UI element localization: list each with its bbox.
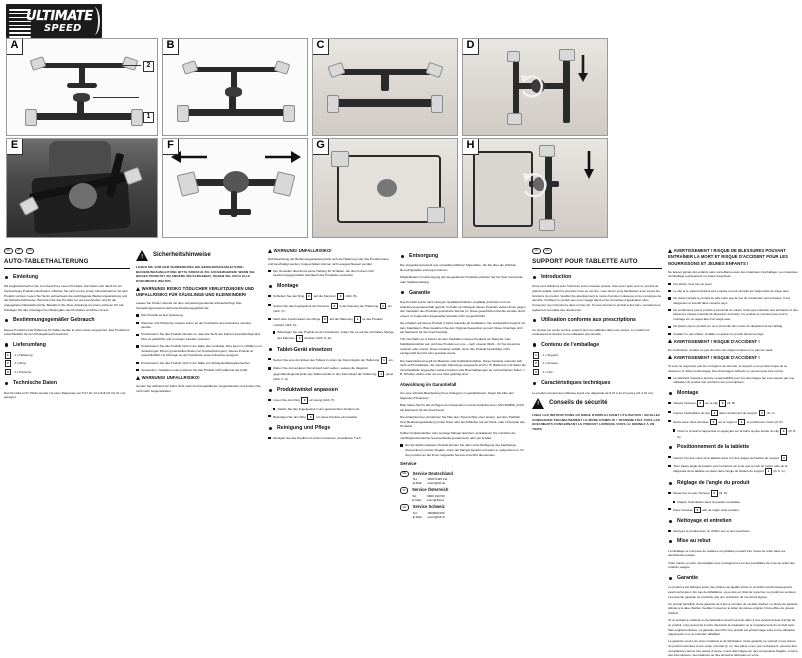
part-ref: 1 [380, 303, 387, 310]
figure-panel-g [312, 138, 458, 238]
service-mail-label: E-Mail: [412, 498, 422, 503]
part-ref: 3 [780, 428, 787, 435]
text-fr-disposal-2: Votre mairie ou votre municipalité vous renseigneront sur les possibilités de mise au rebut des produits usagés. [668, 560, 795, 570]
service-entry-de [400, 471, 526, 486]
warning-de-3-body: Nichtbeachtung der Bedienungsanleitung kann sich die Halterung oder das Produkt lösen und beschädigt werden. Folgeschäden können nicht ausgeschlossen werden. [268, 256, 389, 266]
heading-de-safety: Sicherheitshinweise [153, 251, 211, 258]
column-de-2 [136, 248, 262, 564]
figure-label-c: C [312, 38, 329, 55]
heading-de-intro: Einleitung [4, 274, 130, 282]
service-tel-label: Tel: [412, 476, 418, 481]
warning-triangle-icon [532, 398, 545, 409]
warning-triangle-icon [268, 249, 272, 253]
list-item: Nach dem Anschrauben des Rings 2 auf die Halterung 1 ist das Produkt montiert (Abb. D). [268, 316, 394, 327]
callout-1: 1 [143, 112, 154, 123]
service-tel-label: Tel: [412, 493, 417, 498]
part-ref: 2 [322, 316, 329, 323]
warning-triangle-icon [668, 339, 672, 343]
list-item: Fixez l'anneau 2 afin de régler cette position. [668, 507, 798, 514]
figure-label-a: A [6, 38, 23, 55]
heading-fr-technical-data: Caractéristiques techniques [532, 380, 662, 388]
brand-name-top: ULTIMATE [26, 9, 93, 24]
text-de-warranty-9: Sollten Funktionsfehler oder sonstige Mängel auftreten, kontaktieren Sie zunächst die nachfolgend benannte Serviceabteilung telefonisch oder per E-Mail. [400, 431, 516, 441]
page-title-de: AUTO-TABLETHALTERUNG [4, 257, 130, 269]
callout-2: 2 [143, 61, 154, 72]
safety-heading-block-fr [532, 398, 662, 409]
part-ref: 3 [719, 400, 726, 407]
part-ref: 1 [759, 410, 766, 417]
list-item: Glissez l'anneau 2 sur le clip 3 (ill. B). [668, 400, 798, 407]
list-item: Reinigen Sie das Produkt mit einem trockenen, fusselfreien Tuch. [268, 436, 394, 441]
list-item: Schieben Sie den Ring 2 auf die Klammer 3 (Abb. B). [268, 293, 394, 300]
figure-row-2 [6, 138, 608, 238]
part-ref: 2 [306, 293, 313, 300]
locale-chip-ch: CH [400, 504, 409, 510]
heading-de-warranty: Garantie [400, 290, 526, 298]
heading-fr-assembly: Montage [668, 390, 798, 398]
heading-de-adjust-angle: Produktwinkel anpassen [268, 387, 394, 395]
heading-de-service: Service [400, 461, 417, 467]
photo-angle-adjust [463, 139, 607, 237]
column-de-1 [4, 248, 130, 564]
photo-ball-joint-socket [313, 39, 457, 135]
part-number-1: 1 [533, 352, 540, 359]
part-ref: 2 [710, 419, 717, 426]
part-label-3: 1 x Klammer [14, 369, 32, 374]
heading-de-disposal: Entsorgung [400, 253, 526, 261]
service-entry-ch [400, 504, 526, 519]
safety-heading-block-de [136, 250, 262, 261]
warning-fr-1-head: AVERTISSEMENT ! RISQUE DE BLESSURES POUVANT ENTRAÎNER LA MORT ET RISQUE D'ACCIDENT POUR LES NOURRISSONS ET JEUNES ENFANTS ! [668, 248, 788, 266]
figure-label-h: H [462, 138, 479, 155]
list-item: Réglez l'articulation dans la position souhaitée. [668, 500, 798, 505]
text-fr-disposal-1: L'emballage se compose de matières recyclables pouvant être mises au rebut dans les déchetteries locales. [668, 548, 786, 558]
service-tel-value[interactable]: 0800562153 [427, 510, 445, 515]
warning-triangle-icon [668, 249, 672, 253]
text-de-warranty-7: Bitte halten Sie für alle Anfragen den Kassenbon und die Artikelnummer (IAN 384805_2107) als Nachweis für den Kauf bereit. [400, 403, 525, 412]
warning-de-3-head: WARNUNG! UNFALLRISIKO! [268, 248, 394, 254]
locale-chip-ch: CH [543, 248, 552, 254]
column-fr-1 [532, 248, 662, 564]
heading-fr-intro: Introduction [532, 274, 662, 282]
list-item: Das Produkt ist kein Spielzeug. [136, 313, 262, 318]
locale-chip-at: AT [15, 248, 23, 254]
part-ref: 1 [381, 357, 388, 364]
expand-arrows-icon [163, 139, 308, 238]
list-item: Nettoyez le produit avec un chiffon sec et non pelucheux. [668, 529, 798, 534]
heading-de-technical-data: Technische Daten [4, 380, 130, 388]
page-title-fr: SUPPORT POUR TABLETTE AUTO [532, 257, 662, 269]
part-label-2: 1 x Anneau [542, 361, 558, 366]
locale-chip-fr: FR [532, 248, 540, 254]
warning-fr-2-head: AVERTISSEMENT ! RISQUE D'ACCIDENT ! [668, 339, 798, 345]
heading-de-insert-tablet: Tablet-Gerät einsetzen [268, 347, 394, 355]
text-de-warranty-2: Sie erhalten auf dieses Produkt 3 Jahre Garantie ab Kaufdatum. Die Garantiefrist beginnt mit dem Kaufdatum. Bitte bewahren Sie den Original-Kassenbon gut auf. Diese Unterlage wird als Nachweis für den Kauf benötigt. [400, 321, 526, 335]
list-item: Le clip et le support doivent être montés en tout sécurité sur l'appui-tête du siège auto. [668, 289, 798, 294]
part-ref: 1 [738, 419, 745, 426]
heading-fr-scope-of-delivery: Contenu de l'emballage [532, 342, 662, 350]
figure-row-1 [6, 38, 608, 136]
list-item: Après avoir vissé l'anneau 2 sur le support 1 , le produit est monté (ill. D). [668, 419, 798, 426]
part-number-3: 3 [5, 369, 12, 376]
service-name: Service Deutschland [412, 470, 453, 476]
figure-label-d: D [462, 38, 479, 55]
text-de-disposal-1: Die Verpackung besteht aus umweltfreundlichen Materialien, die Sie über die örtlichen Recyclingstellen entsorgen können. [400, 263, 517, 273]
heading-fr-warranty: Garantie [668, 575, 798, 583]
photo-tablet-inserted [313, 139, 457, 237]
heading-fr-adjust-angle: Réglage de l'angle du produit [668, 480, 798, 488]
heading-de-warranty-claim: Abwicklung im Garantiefall [400, 382, 457, 388]
text-fr-warranty-1: Le produit a été fabriqué selon des critères de qualité stricts et contrôlé consciencieusement avant sa livraison. En cas de défaillance, vous êtes en droit de retourner ce produit au vendeur. La présente garantie ne constitue pas une restriction de vos droits légaux. [668, 585, 797, 599]
part-number-1: 1 [5, 352, 12, 359]
column-fr-2 [668, 248, 798, 658]
list-item: Positionieren Sie das Produkt niemals so, dass die Sicht des Fahrers beeinträchtigt wird. Dies ist gefährlich und in einigen Ländern verboten. [136, 332, 262, 341]
list-item: Insérez l'un des coins de la tablette dans l'un des angles de fixation du support 1 . [668, 455, 798, 462]
list-item: Tirez l'autre angle de fixation vers l'extérieur de sorte que le coin de l'autre côté de la diagonale de la tablette se place dans l'angle de fixation du support 1 (ill. F, G). [668, 464, 798, 475]
warning-triangle-icon [136, 287, 140, 291]
figure-panel-d [462, 38, 608, 136]
column-de-4 [400, 248, 526, 564]
heading-fr-safety: Conseils de sécurité [549, 399, 608, 406]
photo-arms-outward [163, 139, 307, 237]
text-de-warranty-6: Um eine schnelle Bearbeitung Ihres Anliegens zu gewährleisten, folgen Sie bitte den folgenden Hinweisen: [400, 391, 514, 400]
brand-logo [6, 4, 102, 38]
text-de-intended-use: Dieses Produkt ist als Halterung für Tablet-Geräte in einem Auto vorgesehen. Das Produkt ist ausschließlich für den Privatgebrauch bestimmt. [4, 327, 130, 337]
photo-ring-on-clip [163, 39, 307, 135]
service-mail-label: E-Mail: [412, 515, 423, 520]
list-item: Fixez le produit à l'appui-tête en appuyant sur la barre la plus étroite du clip 3 (ill. D, E). [668, 428, 798, 439]
figure-label-b: B [162, 38, 179, 55]
list-item: Ne placez jamais le produit de telle sorte que la vue du conducteur soit entravée. C'est dangereux et interdit dans certains pays. [668, 296, 798, 305]
part-ref: 2 [711, 490, 718, 497]
part-ref: 2 [301, 397, 308, 404]
warning-de-2-head: WARNUNG! UNFALLRISIKO! [136, 375, 262, 381]
text-fr-technical-data: Le produit convient aux tablettes ayant une diagonale de 8,27 à 12,2 pouces (21 à 31 cm). [532, 390, 655, 395]
part-label-3: 1 x Clip [542, 369, 553, 374]
part-ref: 2 [697, 400, 704, 407]
figure-panel-b [162, 38, 308, 136]
text-fr-warranty-3: Si un problème matériel ou de fabrication devait survenir dans 3 ans suivant la date d'achat de ce produit, nous assurons à notre discrétion la réparation ou le remplacement du produit sans frais supplémentaires. La garantie prend fin si le produit est endommagé suite à une utilisation inapproprié ou à un entretien défaillant. [668, 618, 796, 637]
photo-exploded-view [7, 39, 157, 135]
part-number-3: 3 [533, 369, 540, 376]
figure-label-g: G [312, 138, 329, 155]
list-item: Setzen Sie das Kugelgelenk der Klammer 3 in die Fassung der Halterung 1 ein (Abb. C). [268, 303, 394, 314]
locale-chips-fr [532, 248, 662, 254]
figure-panel-e [6, 138, 158, 238]
warning-triangle-icon [136, 250, 149, 261]
list-item: Lösen Sie den Ring 2 ein wenig (Abb. H). [268, 397, 394, 404]
rotate-loosen-arrow-icon [463, 139, 608, 238]
text-columns [4, 248, 798, 658]
heading-de-scope-of-delivery: Lieferumfang [4, 342, 130, 350]
warning-triangle-icon [136, 376, 140, 380]
part-ref: 2 [307, 414, 314, 421]
figure-label-f: F [162, 138, 179, 155]
service-mail-label: E-Mail: [412, 481, 423, 486]
service-mail-value[interactable]: owim@lidl.de [427, 481, 446, 486]
list-item: Stellen Sie das Kugelgelenk in der gewünschten Position ein. [268, 407, 394, 412]
column-de-3 [268, 248, 394, 564]
part-label-2: 1 x Ring [14, 361, 26, 366]
locale-chips-de [4, 248, 130, 254]
warning-fr-1-body: Ne laissez jamais des enfants sans surveillance avec des matériaux d'emballage. Les matériaux d'emballage représentent un risque d'asphyxie. [668, 269, 798, 279]
part-number-2: 2 [5, 360, 12, 367]
list-item: Desserrez un peu l'anneau 2 (ill. H). [668, 490, 798, 497]
text-de-warranty-1: Das Produkt wurde nach strengen Qualitätsrichtlinien sorgfältig produziert und vor Anlieferung gewissenhaft geprüft. Im Falle von Mängeln dieses Produkts stehen Ihnen gegen den Verkäufer des Produkts gesetzliche Rechte zu. Diese gesetzlichen Rechte werden durch unsere im Folgenden dargestellte Garantie nicht eingeschränkt. [400, 299, 526, 318]
list-item: Der Hersteller übernimmt keine Haftung für Schäden, die durch einen nicht bestimmungsgemäßen Gebrauch des Produktes entstehen. [268, 269, 394, 278]
list-item [4, 369, 130, 376]
part-ref: 3 [337, 293, 344, 300]
list-item: Positionieren Sie das Produkt nicht in der Nähe des Lenkrads. Dies kann zu Unfällen und Verletzungen führen (potenzielles Risiko von Kopfverletzungen). Dieses Produkt ist ausschließlich zur Montage an der Kopfstütze eines Autositzes geeignet. [136, 344, 262, 358]
warning-triangle-icon [668, 355, 672, 359]
heading-fr-position-tablet: Positionnement de la tablette [668, 444, 798, 452]
locale-chip-at: AT [400, 487, 408, 493]
text-de-technical-data: Das Produkt ist für Tablet-Geräte mit einer Diagonale von 8,27 bis 12,2 Zoll (21 bis 31 cm) geeignet. [4, 390, 126, 400]
list-item: Befestigen Sie den Ring 2 , um diese Position einzustellen. [268, 414, 394, 421]
part-ref: 1 [765, 468, 772, 475]
part-ref: 3 [331, 303, 338, 310]
part-ref: 3 [711, 410, 718, 417]
service-tel-label: Tel: [412, 510, 418, 515]
service-tel-value[interactable]: 0800 292726 [427, 493, 445, 498]
service-mail-value[interactable]: owim@lidl.at [426, 498, 444, 503]
part-ref: 3 [296, 335, 303, 342]
rotation-arrow-icon [463, 39, 608, 136]
heading-de-intended-use: Bestimmungsgemäßer Gebrauch [4, 317, 130, 325]
list-item: Ziehen Sie den anderen Klemmkopf nach außen, sodass die diagonal gegenüberliegende Ecke des Tablet-Geräts in den Klemmkopf der Halterung 1 passt (Abb. F, G). [268, 366, 394, 382]
locale-chip-de: DE [400, 471, 409, 477]
list-item [4, 360, 130, 367]
warning-fr-2-body: En conduisant, veuillez ne pas chercher les objets tombés et ne pas les saisir. [668, 347, 774, 352]
list-item [532, 360, 662, 367]
heading-de-assembly: Montage [268, 283, 394, 291]
part-ref: 1 [378, 371, 385, 378]
list-item: Cet article n'est pas un jouet. [668, 282, 798, 287]
service-name: Service Schweiz [412, 504, 445, 510]
text-de-warranty-10: Ein als defekt erfasstes Produkt können Sie dann unter Beifügung des Kaufbelegs (Kassenbon) und der Angabe, worin der Mangel besteht und wann er aufgetreten ist, für Sie portofrei an die Ihnen mitgeteilte Service-Anschrift übersenden. [400, 443, 526, 457]
brand-name-bottom: SPEED [44, 23, 82, 34]
photo-assembled-rotation [463, 39, 607, 135]
part-label-1: 1 x Halterung [14, 353, 33, 358]
text-de-safety-intro: LESEN SIE VOR DER VERWENDUNG DIE BEDIENUNGSANLEITUNG! BEDIENUNGSANLEITUNG BITTE SORGFÄLTIG AUFBEWAHREN! WENN SIE DIESES PRODUKT AN ANDERE WEITERGEBEN, GEBEN SIE AUCH ALLE DOKUMENTE WEITER. [136, 265, 255, 283]
text-fr-safety-intro: LISEZ LES INSTRUCTIONS DU MODE D'EMPLOI AVANT UTILISATION ! VEUILLEZ CONSERVER SOIGNEUSEMENT LE MODE D'EMPLOI ! TRANSMETTEZ TOUS LES DOCUMENTS CONCERNANT LE PRODUIT LORSQUE VOUS LE DONNEZ À UN TIERS. [532, 412, 661, 431]
list-item: Positionieren Sie das Produkt nicht in der Nähe von Airbag-Entfaltungsbereichen. [136, 361, 262, 366]
text-de-warranty-4: Die Garantieleistung gilt für Material- oder Fabrikationsfehler. Diese Garantie erstreckt sich nicht auf Produktteile, die normaler Abnutzung ausgesetzt sind (z. B. Batterien) und daher als Verschleißteile angesehen werden können oder Beschädigungen an zerbrechlichen Teilen, z. B. Schalter, Akkus oder die aus Glas gefertigt sind. [400, 358, 526, 377]
figure-panel-h [462, 138, 608, 238]
list-item [532, 369, 662, 376]
service-entry-at [400, 487, 526, 502]
locale-chip-de: DE [4, 248, 13, 254]
figure-panel-c [312, 38, 458, 136]
list-item: Befestigen Sie das Produkt an der Kopfstütze, indem Sie es auf die schmalere Stange der Klammer 3 drücken (Abb. D, E). [268, 330, 394, 341]
logo-swoosh-icon [88, 7, 100, 35]
list-item: Klammer und Halterung müssen sicher an der Kopfstütze des Autositzes montiert werden. [136, 321, 262, 330]
heading-de-cleaning: Reinigung und Pflege [268, 425, 394, 433]
warning-fr-3-body: Si vous ne respectez pas les consignes de sécurité, le support ou le produit risque de se desserrer et d'être endommagé. Des dommages indirects ne peuvent pas être exclus. [668, 363, 788, 373]
text-fr-warranty-4: La garantie couvre les vices matériels et de fabrication. Cette garantie ne s'étend ni aux pièces du produit soumises à une usure normale (p. ex. des piles) et qui, par conséquent, peuvent être considérées comme des pièces d'usure, ni aux dommages sur des composants fragiles, comme des interrupteurs, des batteries ou des éléments fabriqués en verre. [668, 639, 798, 658]
list-item: Ne positionnez pas le produit à proximité du volant. Cela peut entraîner des accidents et des blessures (risque potentiel de blessures à la tête). Ce produit ne convient que pour le montage sur un appui-tête d'un siège auto. [668, 308, 798, 322]
service-mail-value[interactable]: owim@lidl.ch [427, 515, 446, 520]
figure-label-e: E [6, 138, 23, 155]
heading-fr-cleaning: Nettoyage et entretien [668, 518, 798, 526]
service-name: Service Österreich [412, 487, 449, 493]
photo-headrest-mounted [7, 139, 157, 237]
text-fr-warranty-2: Ce produit bénéficie d'une garantie de 3 ans à compter de sa date d'achat. La durée de garantie débute à la date d'achat. Veuillez conserver le ticket de caisse original. Il fera office de preuve d'achat. [668, 601, 798, 616]
part-ref: 1 [781, 455, 788, 462]
warning-fr-3-head: AVERTISSEMENT ! RISQUE D'ACCIDENT ! [668, 355, 798, 361]
list-item: Insérez l'articulation du clip 3 dans l'évidement du support 1 (ill. C). [668, 410, 798, 417]
part-number-2: 2 [533, 360, 540, 367]
locale-chip-ch: CH [26, 248, 35, 254]
text-fr-intended-use: Ce produit est conçu comme support pour les tablettes dans une voiture. Le produit est exclusivement destiné à une utilisation personnelle. [532, 327, 650, 337]
warning-de-1-head: WARNUNG! RISIKO TÖDLICHER VERLETZUNGEN UND UNFALLRISIKO FÜR SÄUGLINGE UND KLEINKINDER! [136, 286, 254, 298]
text-de-disposal-2: Möglichkeiten zur Entsorgung des ausgedienten Produkts erfahren Sie bei Ihrer Gemeinde- oder Stadtverwaltung. [400, 275, 524, 284]
text-de-intro: Wir beglückwünschen Sie zum Kauf Ihres neuen Produkts. Sie haben sich damit für ein hochwertiges Produkt entschieden. Machen Sie sich vor der ersten Inbetriebnahme mit dem Produkt vertraut. Lesen Sie hierzu aufmerksam die nachfolgende Bedienungsanleitung und die Sicherheitshinweise. Benutzen Sie das Produkt nur wie beschrieben und für die angegebenen Einsatzbereiche. Bewahren Sie diese Anleitung an einem sicheren Ort auf. Händigen Sie alle Unterlagen bei Weitergabe des Produktes an Dritte mit aus. [4, 284, 128, 312]
warning-de-1-body: Lassen Sie Kinder niemals mit dem Verpackungsmaterial unbeaufsichtigt. Das Verpackungsmaterial stellt eine Erstickungsgefahr dar. [136, 301, 242, 311]
figure-panel-f [162, 138, 308, 238]
part-label-1: 1 x Support [542, 353, 559, 358]
list-item [532, 352, 662, 359]
list-item [4, 352, 130, 359]
text-de-warranty-3: Tritt innerhalb von 3 Jahren ab dem Kaufdatum dieses Produkts ein Material- oder Fabrikationsfehler auf, wird das Produkt von uns – nach unserer Wahl – für Sie kostenlos repariert oder ersetzt. Diese Garantie verfällt, wenn das Produkt beschädigt, nicht sachgemäß benutzt oder gewartet wurde. [400, 337, 521, 356]
list-item: Verwenden, installieren oder justieren Sie das Produkt nicht während der Fahrt. [136, 368, 262, 373]
part-ref: 1 [354, 316, 361, 323]
heading-fr-intended-use: Utilisation conforme aux prescriptions [532, 317, 662, 325]
heading-fr-disposal: Mise au rebut [668, 538, 798, 546]
text-de-warranty-8: Die Artikelnummer entnehmen Sie bitte dem Typenschild, einer Gravur, auf dem Titelblatt Ihrer Bedienungsanleitung (unten links) oder als Aufkleber auf der Rück- oder Unterseite des Produkts. [400, 414, 525, 429]
service-tel-value[interactable]: 0800 5435 111 [427, 476, 448, 481]
warning-de-2-body: Greifen Sie während der Fahrt nicht nach heruntergefallenen Gegenständen und suchen Sie nicht nach Gegenständen. [136, 384, 261, 393]
figure-panel-a [6, 38, 158, 136]
list-item: Setzen Sie eine der Ecken des Tablets in einen der Klemmköpfe der Halterung 1 ein. [268, 357, 394, 364]
part-ref: 2 [694, 507, 701, 514]
text-fr-intro: Nous vous félicitons pour l'achat de votre nouveau produit. Vous avez opté pour un produit de grande qualité. Avant la première mise en service, vous devez vous familiariser avec toutes les fonctions du produit. Veuillez lire attentivement le mode d'emploi ci-dessous et les consignes de sécurité. N'utilisez le produit que pour l'usage décrit et les domaines d'application cités. Conserver ces instructions dans un lieu sûr. Si vous donnez le produit à des tiers, remettez-leur également la totalité des documents. [532, 284, 662, 312]
list-item: Ne placez pas le produit sur ou à proximité des zones de déploiement de l'airbag. [668, 324, 798, 329]
list-item: Le fabricant n'assume aucune responsabilité pour les dommages qui sont causés par une utilisation du produit non conforme aux prescriptions. [668, 376, 798, 385]
list-item: Veuillez ne pas utiliser, installer ou ajuster le produit durant le trajet. [668, 332, 798, 337]
